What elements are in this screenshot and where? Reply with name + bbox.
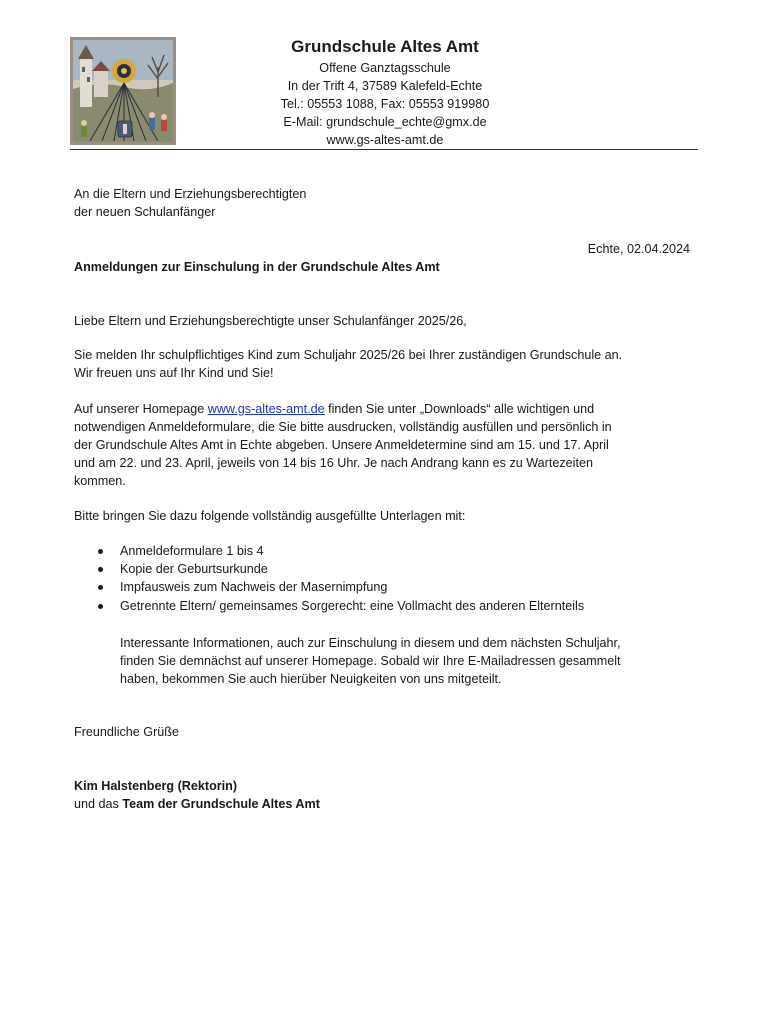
list-item <box>74 560 704 578</box>
recipient-line-2: der neuen Schulanfänger <box>74 205 216 219</box>
signature-team <box>74 795 694 813</box>
paragraph-2-prefix: Auf unserer Homepage <box>74 402 208 416</box>
bullet-icon <box>98 549 103 554</box>
paragraph-2-line-1-rest: finden Sie unter „Downloads“ alle wichtigen und <box>324 402 595 416</box>
letter-subject: Anmeldungen zur Einschulung in der Grundschule Altes Amt <box>74 260 440 274</box>
paragraph-1-line-1: Sie melden Ihr schulpflichtiges Kind zum Schuljahr 2025/26 bei Ihrer zuständigen Grundschule an. <box>74 348 623 362</box>
signature-team-name: Team der Grundschule Altes Amt <box>122 797 320 811</box>
documents-intro: Bitte bringen Sie dazu folgende vollständig ausgefüllte Unterlagen mit: <box>74 509 466 523</box>
letterhead-email: E-Mail: grundschule_echte@gmx.de <box>283 115 487 129</box>
info-paragraph <box>120 634 700 688</box>
paragraph-2-line-5: kommen. <box>74 474 126 488</box>
bullet-icon <box>98 585 103 590</box>
homepage-link[interactable]: www.gs-altes-amt.de <box>207 402 325 416</box>
letterhead-school-type: Offene Ganztagsschule <box>319 61 451 75</box>
document-item-label: Impfausweis zum Nachweis der Masernimpfung <box>120 580 388 595</box>
paragraph-2-line-3: der Grundschule Altes Amt in Echte abgeben. Unsere Anmeldetermine sind am 15. und 17. April <box>74 438 609 452</box>
signature-team-prefix: und das <box>74 797 123 811</box>
school-logo-sundial-image <box>70 37 176 145</box>
signature-name: Kim Halstenberg (Rektorin) <box>74 779 238 793</box>
paragraph-1 <box>74 346 694 382</box>
paragraph-2-line-1 <box>74 400 694 418</box>
document-item-label: Anmeldeformulare 1 bis 4 <box>120 544 264 558</box>
letterhead-phone-fax: Tel.: 05553 1088, Fax: 05553 919980 <box>280 97 490 111</box>
bullet-icon <box>98 567 103 572</box>
list-item <box>74 578 704 596</box>
info-line-2: finden Sie demnächst auf unserer Homepage. Sobald wir Ihre E-Mailadressen gesammelt <box>120 654 621 668</box>
recipient-line-1: An die Eltern und Erziehungsberechtigten <box>74 187 307 201</box>
recipient-block <box>74 185 694 221</box>
info-line-3: haben, bekommen Sie auch hierüber Neuigkeiten von uns mitgeteilt. <box>120 672 502 686</box>
paragraph-2 <box>74 400 694 490</box>
letterhead-address: In der Trift 4, 37589 Kalefeld-Echte <box>287 79 483 93</box>
paragraph-2-line-2: notwendigen Anmeldeformulare, die Sie bitte ausdrucken, vollständig ausfüllen und persönlich in <box>74 420 612 434</box>
letterhead <box>180 36 590 149</box>
document-item-label: Kopie der Geburtsurkunde <box>120 562 268 577</box>
document-item-label: Getrennte Eltern/ gemeinsames Sorgerecht: eine Vollmacht des anderen Elternteils <box>120 598 585 613</box>
documents-list <box>74 542 704 615</box>
list-item <box>74 597 704 615</box>
closing: Freundliche Grüße <box>74 725 179 739</box>
signature-block <box>74 777 694 813</box>
paragraph-1-line-2: Wir freuen uns auf Ihr Kind und Sie! <box>74 366 274 380</box>
bullet-icon <box>98 604 103 609</box>
school-name: Grundschule Altes Amt <box>291 37 479 56</box>
info-line-1: Interessante Informationen, auch zur Einschulung in diesem und dem nächsten Schuljahr, <box>120 636 621 650</box>
letterhead-divider <box>70 149 698 150</box>
list-item <box>74 542 704 560</box>
salutation: Liebe Eltern und Erziehungsberechtigte unser Schulanfänger 2025/26, <box>74 314 467 328</box>
letterhead-website: www.gs-altes-amt.de <box>326 133 444 147</box>
paragraph-2-line-4: und am 22. und 23. April, jeweils von 14 bis 16 Uhr. Je nach Andrang kann es zu Wartezeiten <box>74 456 593 470</box>
letter-date: Echte, 02.04.2024 <box>587 242 690 256</box>
